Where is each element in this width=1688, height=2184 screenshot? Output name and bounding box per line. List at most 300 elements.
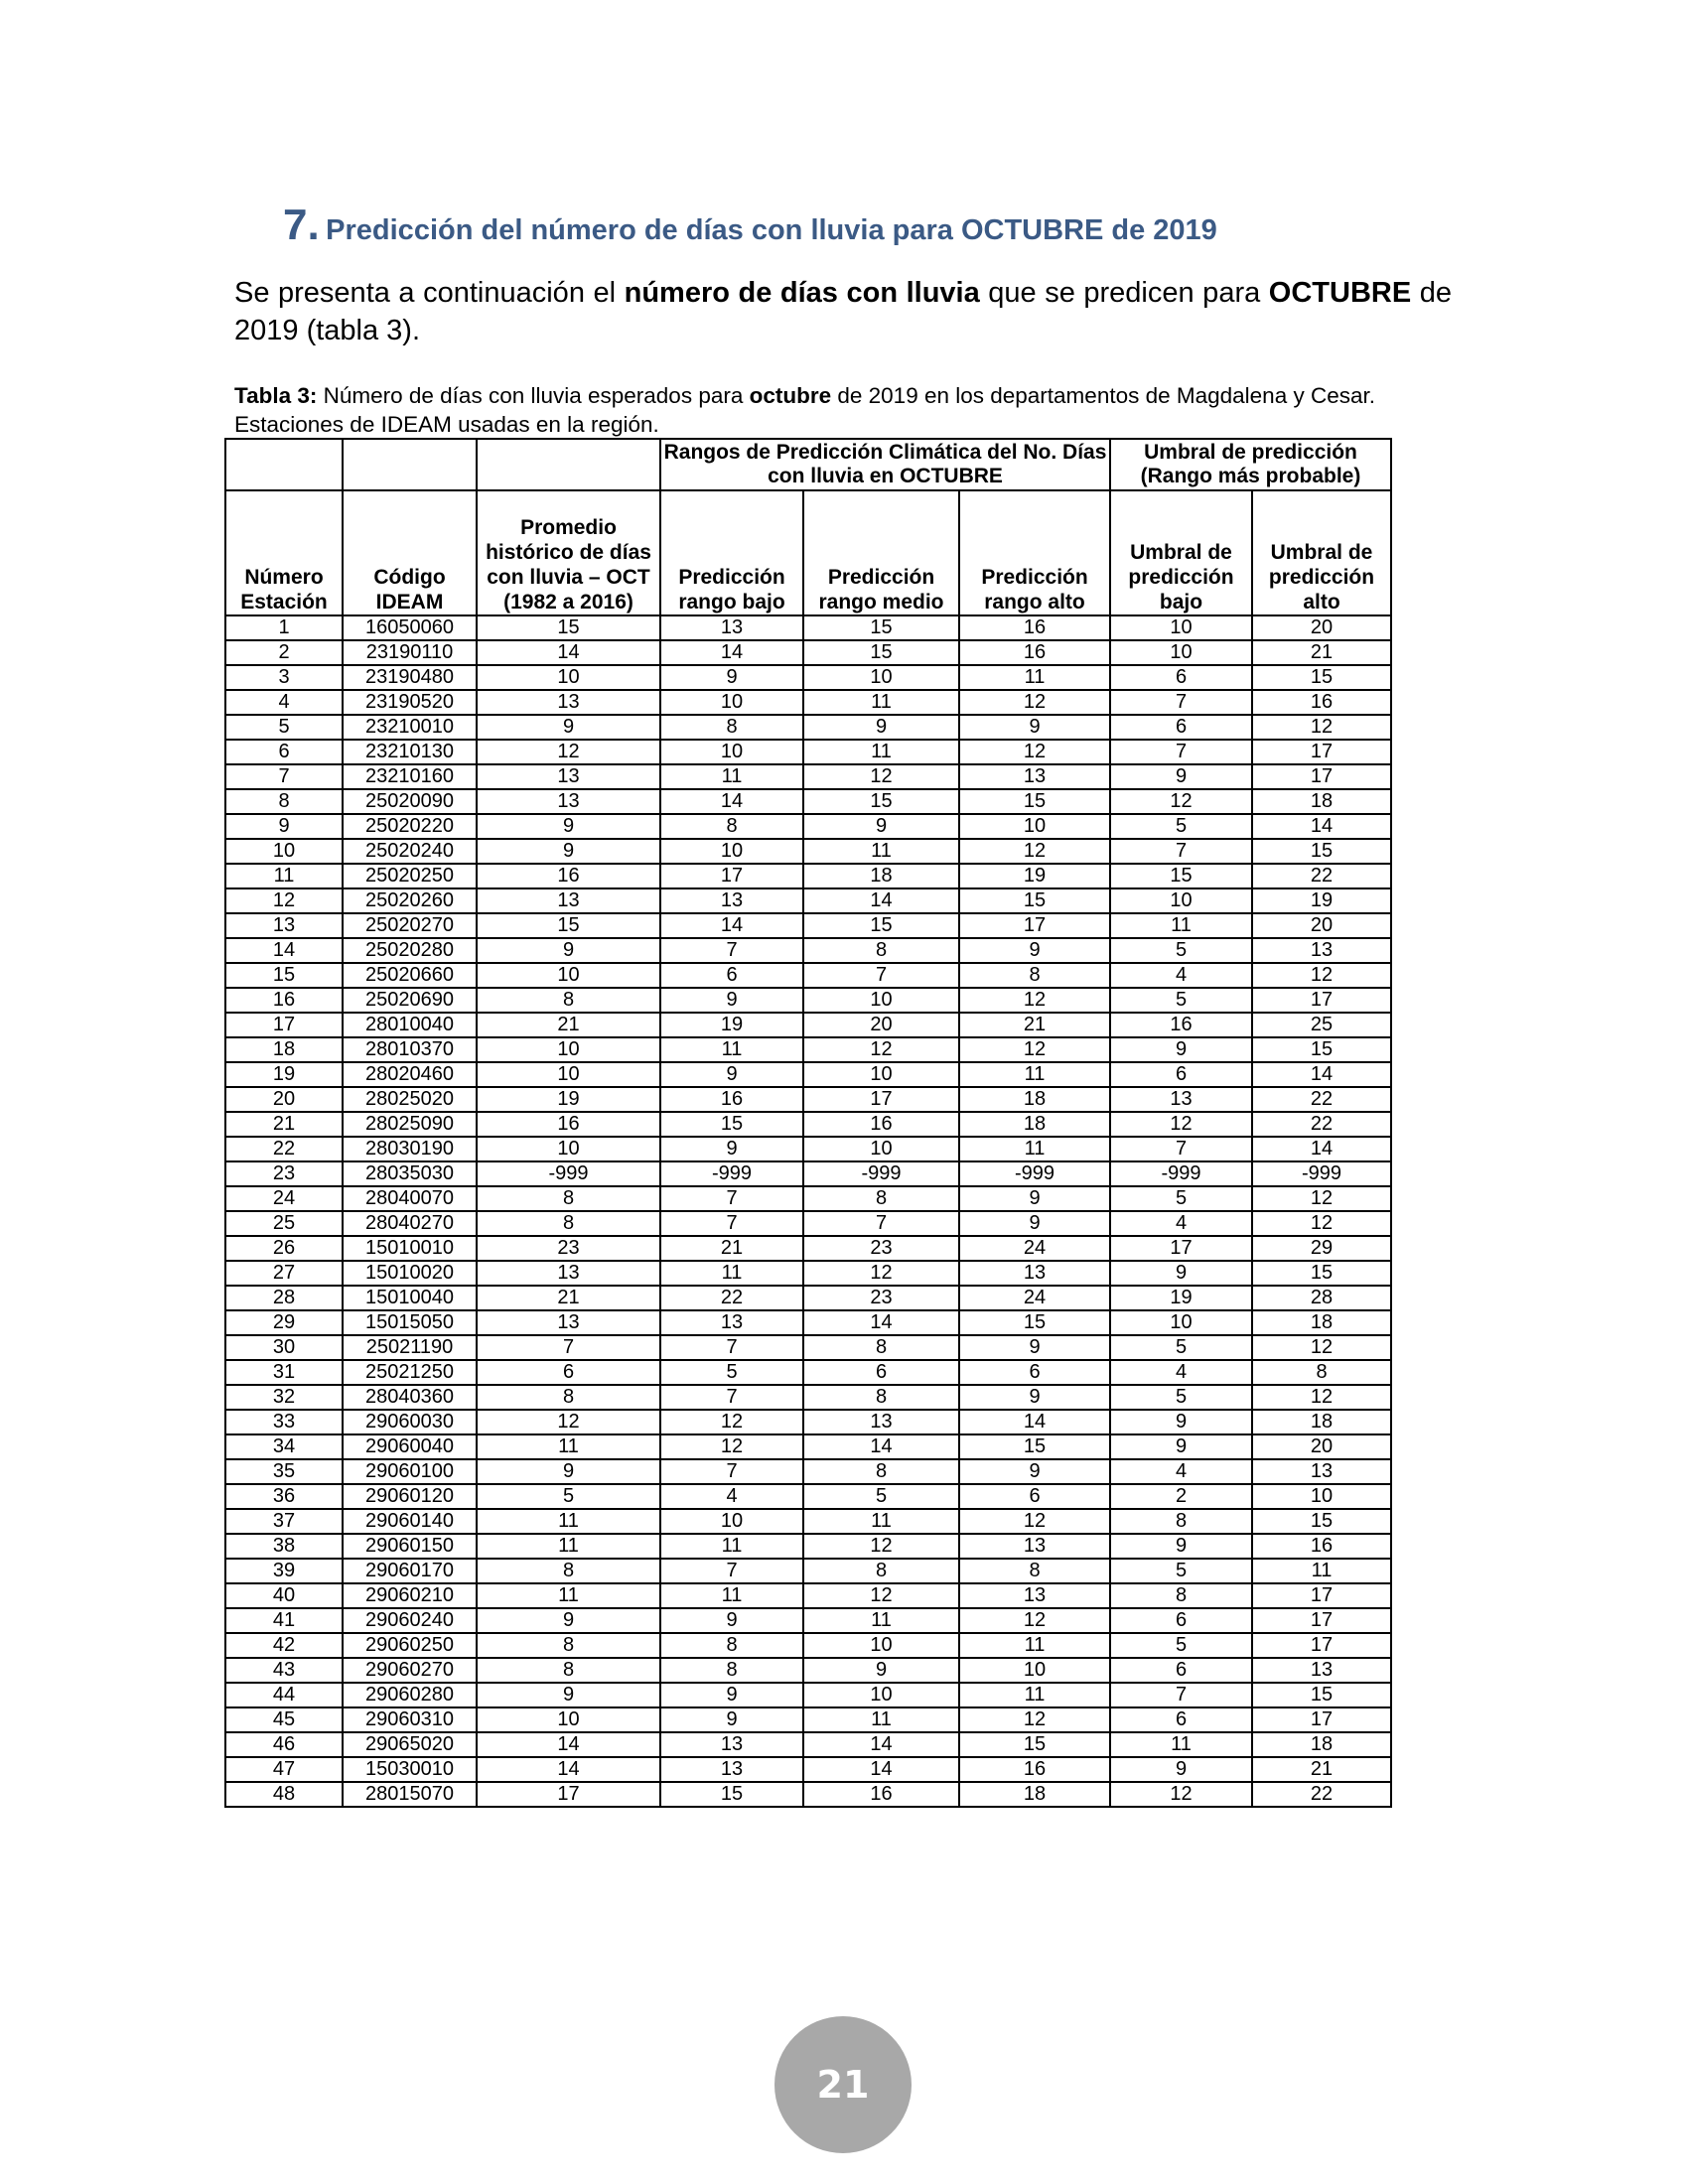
table-row [225, 963, 1391, 988]
table-cell: 14 [1252, 1062, 1391, 1087]
table-cell: 9 [660, 1707, 803, 1732]
table-cell: 11 [225, 864, 343, 888]
table-cell: 25020660 [343, 963, 477, 988]
table-cell: 7 [660, 1459, 803, 1484]
table-cell: 9 [477, 839, 660, 864]
col-header-umbral-alto: Umbral de predicción alto [1252, 490, 1391, 615]
table-cell: 28040070 [343, 1186, 477, 1211]
table-cell: 8 [477, 988, 660, 1013]
table-cell: 15 [1252, 665, 1391, 690]
table-cell: 6 [959, 1484, 1110, 1509]
caption-text: de 2019 en los departamentos de Magdalena y Cesar. Estaciones de IDEAM usadas en la región. [234, 383, 1375, 437]
col-header-codigo: Código IDEAM [343, 490, 477, 615]
table-cell: 38 [225, 1534, 343, 1559]
table-cell: 6 [477, 1360, 660, 1385]
table-cell: 7 [1110, 740, 1252, 764]
col-header-rango-bajo: Predicción rango bajo [660, 490, 803, 615]
table-cell: 10 [660, 740, 803, 764]
table-cell: 29060170 [343, 1559, 477, 1583]
table-cell: 10 [477, 963, 660, 988]
table-cell: 9 [1110, 1261, 1252, 1286]
table-cell: 16 [1110, 1013, 1252, 1037]
table-cell: 14 [803, 1434, 959, 1459]
table-cell: 10 [477, 1137, 660, 1161]
table-cell: 25020270 [343, 913, 477, 938]
col-header-umbral-bajo: Umbral de predicción bajo [1110, 490, 1252, 615]
table-cell: 29060240 [343, 1608, 477, 1633]
table-cell: 23 [477, 1236, 660, 1261]
table-row [225, 715, 1391, 740]
table-row [225, 1236, 1391, 1261]
table-row [225, 1211, 1391, 1236]
table-row [225, 839, 1391, 864]
table-cell: 6 [803, 1360, 959, 1385]
table-cell: 10 [477, 665, 660, 690]
table-cell: 14 [660, 640, 803, 665]
table-cell: 22 [1252, 1112, 1391, 1137]
table-cell: 7 [803, 1211, 959, 1236]
table-cell: 13 [477, 764, 660, 789]
col-header-promedio: Promedio histórico de días con lluvia – OCT (1982 a 2016) [477, 490, 660, 615]
intro-text: que se predicen para [979, 277, 1269, 309]
table-cell: 18 [959, 1782, 1110, 1807]
table-cell: 8 [225, 789, 343, 814]
table-cell: 29 [225, 1310, 343, 1335]
table-cell: 14 [477, 1732, 660, 1757]
table-cell: 44 [225, 1683, 343, 1707]
table-cell: 19 [959, 864, 1110, 888]
table-row [225, 1782, 1391, 1807]
table-row [225, 1434, 1391, 1459]
table-cell: 8 [803, 1186, 959, 1211]
table-cell: 8 [660, 715, 803, 740]
table-cell: 12 [803, 1534, 959, 1559]
table-cell: 10 [1110, 888, 1252, 913]
table-row [225, 1137, 1391, 1161]
table-row [225, 1509, 1391, 1534]
table-cell: 9 [1110, 1037, 1252, 1062]
table-cell: 7 [660, 938, 803, 963]
table-cell: 13 [477, 690, 660, 715]
intro-bold: número de días con lluvia [624, 277, 980, 309]
table-cell: 13 [477, 1310, 660, 1335]
table-cell: 11 [477, 1583, 660, 1608]
table-cell: 11 [660, 1037, 803, 1062]
table-cell: 14 [660, 913, 803, 938]
table-cell: 13 [660, 1732, 803, 1757]
col-header-numero: Número Estación [225, 490, 343, 615]
table-cell: 17 [477, 1782, 660, 1807]
table-cell: 9 [660, 988, 803, 1013]
table-cell: 17 [1252, 1707, 1391, 1732]
table-cell: 13 [803, 1410, 959, 1434]
table-row [225, 988, 1391, 1013]
table-cell: 5 [1110, 1633, 1252, 1658]
table-cell: 15010040 [343, 1286, 477, 1310]
table-cell: 10 [477, 1707, 660, 1732]
table-cell: 6 [1110, 1658, 1252, 1683]
rain-days-table [224, 438, 1392, 1808]
table-cell: 7 [660, 1559, 803, 1583]
table-cell: 3 [225, 665, 343, 690]
table-cell: 29060280 [343, 1683, 477, 1707]
empty-header-cell [477, 439, 660, 490]
table-cell: 39 [225, 1559, 343, 1583]
table-cell: 13 [477, 888, 660, 913]
table-cell: 5 [477, 1484, 660, 1509]
table-cell: 9 [660, 1062, 803, 1087]
table-cell: 15 [1110, 864, 1252, 888]
table-cell: 15 [1252, 1509, 1391, 1534]
table-cell: 8 [803, 1385, 959, 1410]
table-cell: 11 [1110, 913, 1252, 938]
table-cell: 5 [1110, 1335, 1252, 1360]
table-cell: 13 [477, 1261, 660, 1286]
table-cell: 12 [1252, 1186, 1391, 1211]
table-cell: 10 [803, 1062, 959, 1087]
table-cell: 10 [1110, 615, 1252, 640]
table-cell: 25 [1252, 1013, 1391, 1037]
table-cell: 8 [477, 1385, 660, 1410]
table-cell: 15 [803, 640, 959, 665]
table-cell: 8 [660, 814, 803, 839]
table-cell: 6 [225, 740, 343, 764]
table-row [225, 1112, 1391, 1137]
table-cell: 9 [477, 938, 660, 963]
table-cell: 21 [477, 1013, 660, 1037]
table-cell: 13 [959, 1583, 1110, 1608]
table-row [225, 1360, 1391, 1385]
table-cell: 5 [1110, 938, 1252, 963]
table-cell: 14 [959, 1410, 1110, 1434]
table-cell: 6 [660, 963, 803, 988]
table-cell: 18 [1252, 1310, 1391, 1335]
table-cell: 8 [660, 1658, 803, 1683]
table-cell: 18 [1252, 1732, 1391, 1757]
table-cell: 25020280 [343, 938, 477, 963]
table-cell: 8 [1110, 1583, 1252, 1608]
table-cell: 11 [959, 1062, 1110, 1087]
table-cell: 11 [959, 1137, 1110, 1161]
table-cell: 15010010 [343, 1236, 477, 1261]
table-cell: 4 [1110, 1459, 1252, 1484]
table-row [225, 665, 1391, 690]
table-cell: 11 [660, 764, 803, 789]
table-row [225, 1286, 1391, 1310]
table-cell: 21 [1252, 1757, 1391, 1782]
table-cell: 24 [959, 1286, 1110, 1310]
table-row [225, 764, 1391, 789]
table-cell: 11 [803, 740, 959, 764]
table-cell: 12 [803, 1037, 959, 1062]
table-cell: 29065020 [343, 1732, 477, 1757]
table-cell: 25020090 [343, 789, 477, 814]
table-cell: 29060150 [343, 1534, 477, 1559]
table-cell: 14 [1252, 1137, 1391, 1161]
table-cell: 29060270 [343, 1658, 477, 1683]
table-cell: 8 [477, 1559, 660, 1583]
table-cell: 11 [477, 1509, 660, 1534]
table-cell: 13 [225, 913, 343, 938]
table-cell: 12 [959, 988, 1110, 1013]
table-cell: 7 [1110, 690, 1252, 715]
table-cell: 14 [803, 1757, 959, 1782]
table-row [225, 864, 1391, 888]
table-cell: 35 [225, 1459, 343, 1484]
table-cell: 22 [225, 1137, 343, 1161]
table-cell: 16 [959, 640, 1110, 665]
table-cell: 12 [959, 1707, 1110, 1732]
table-cell: 10 [477, 1062, 660, 1087]
table-cell: 14 [1252, 814, 1391, 839]
table-cell: 12 [959, 1608, 1110, 1633]
table-cell: 29060030 [343, 1410, 477, 1434]
table-cell: 33 [225, 1410, 343, 1434]
table-cell: 29060310 [343, 1707, 477, 1732]
table-cell: 11 [1252, 1559, 1391, 1583]
table-cell: 24 [959, 1236, 1110, 1261]
table-cell: 12 [477, 1410, 660, 1434]
table-cell: 11 [959, 1633, 1110, 1658]
table-cell: 5 [803, 1484, 959, 1509]
table-cell: 9 [803, 814, 959, 839]
table-cell: 41 [225, 1608, 343, 1633]
table-cell: 12 [959, 839, 1110, 864]
table-cell: 12 [1110, 1782, 1252, 1807]
table-cell: 23210010 [343, 715, 477, 740]
table-cell: 19 [660, 1013, 803, 1037]
table-cell: 22 [1252, 1782, 1391, 1807]
table-cell: 16 [660, 1087, 803, 1112]
table-cell: 29060250 [343, 1633, 477, 1658]
table-cell: 8 [1110, 1509, 1252, 1534]
intro-text: Se presenta a continuación el [234, 277, 625, 309]
table-cell: 28 [225, 1286, 343, 1310]
table-cell: 10 [803, 1683, 959, 1707]
table-cell: 43 [225, 1658, 343, 1683]
table-cell: 29060100 [343, 1459, 477, 1484]
table-cell: 15 [1252, 839, 1391, 864]
table-row [225, 615, 1391, 640]
table-cell: 15 [803, 615, 959, 640]
table-row [225, 1608, 1391, 1633]
table-cell: 9 [1110, 1534, 1252, 1559]
table-row [225, 938, 1391, 963]
table-cell: 28035030 [343, 1161, 477, 1186]
table-cell: 13 [1252, 1658, 1391, 1683]
table-cell: 11 [477, 1434, 660, 1459]
table-cell: 25020240 [343, 839, 477, 864]
table-row [225, 1037, 1391, 1062]
table-cell: 15 [1252, 1261, 1391, 1286]
table-row [225, 1161, 1391, 1186]
table-cell: 10 [477, 1037, 660, 1062]
group-header-umbral: Umbral de predicción (Rango más probable) [1110, 439, 1391, 490]
table-cell: 13 [959, 1261, 1110, 1286]
table-row [225, 640, 1391, 665]
table-row [225, 1013, 1391, 1037]
table-cell: 11 [803, 1509, 959, 1534]
table-cell: 28010040 [343, 1013, 477, 1037]
intro-paragraph [234, 274, 1452, 349]
table-cell: 13 [660, 1757, 803, 1782]
table-cell: 8 [803, 1459, 959, 1484]
table-cell: 7 [477, 1335, 660, 1360]
table-cell: 17 [1252, 764, 1391, 789]
table-cell: 28040360 [343, 1385, 477, 1410]
table-cell: 23 [803, 1236, 959, 1261]
table-cell: 15 [959, 789, 1110, 814]
table-cell: 16 [477, 864, 660, 888]
table-cell: 18 [803, 864, 959, 888]
table-cell: 4 [1110, 963, 1252, 988]
table-cell: 12 [1252, 715, 1391, 740]
table-caption [234, 381, 1456, 439]
section-title: Predicción del número de días con lluvia para OCTUBRE de 2019 [326, 214, 1217, 246]
table-cell: 7 [1110, 1137, 1252, 1161]
table-cell: 9 [959, 1459, 1110, 1484]
table-cell: 10 [660, 839, 803, 864]
group-header-rangos: Rangos de Predicción Climática del No. Días con lluvia en OCTUBRE [660, 439, 1110, 490]
table-cell: 18 [1252, 1410, 1391, 1434]
table-cell: 4 [660, 1484, 803, 1509]
table-cell: 46 [225, 1732, 343, 1757]
table-row [225, 1261, 1391, 1286]
table-cell: 25020250 [343, 864, 477, 888]
table-cell: 28015070 [343, 1782, 477, 1807]
table-cell: 21 [660, 1236, 803, 1261]
table-cell: 24 [225, 1186, 343, 1211]
table-cell: 16050060 [343, 615, 477, 640]
table-cell: 25020260 [343, 888, 477, 913]
table-cell: 15030010 [343, 1757, 477, 1782]
table-cell: 25020690 [343, 988, 477, 1013]
table-cell: 9 [959, 1335, 1110, 1360]
table-cell: 22 [1252, 1087, 1391, 1112]
table-cell: 28 [1252, 1286, 1391, 1310]
table-cell: 9 [660, 1608, 803, 1633]
table-cell: 28020460 [343, 1062, 477, 1087]
table-cell: 12 [803, 764, 959, 789]
table-cell: 8 [1252, 1360, 1391, 1385]
table-cell: 11 [959, 665, 1110, 690]
table-cell: 7 [1110, 839, 1252, 864]
intro-bold: OCTUBRE [1268, 277, 1412, 309]
table-cell: 17 [1252, 988, 1391, 1013]
intro-text: de 2019 (tabla 3). [234, 277, 1452, 346]
table-cell: 10 [1110, 1310, 1252, 1335]
table-cell: 17 [1110, 1236, 1252, 1261]
table-cell: 9 [1110, 764, 1252, 789]
table-cell: 34 [225, 1434, 343, 1459]
table-cell: 20 [1252, 913, 1391, 938]
table-row [225, 913, 1391, 938]
col-header-rango-alto: Predicción rango alto [959, 490, 1110, 615]
table-cell: 1 [225, 615, 343, 640]
table-cell: 8 [477, 1658, 660, 1683]
table-cell: 19 [1110, 1286, 1252, 1310]
empty-header-cell [343, 439, 477, 490]
table-cell: 12 [1252, 963, 1391, 988]
table-cell: 17 [1252, 1583, 1391, 1608]
table-cell: 19 [477, 1087, 660, 1112]
table-cell: 21 [477, 1286, 660, 1310]
section-number: 7. [283, 201, 320, 249]
table-cell: 5 [1110, 988, 1252, 1013]
table-cell: 17 [1252, 1608, 1391, 1633]
table-cell: 17 [660, 864, 803, 888]
table-cell: 9 [803, 1658, 959, 1683]
table-cell: 9 [477, 814, 660, 839]
table-cell: 4 [225, 690, 343, 715]
table-cell: 11 [477, 1534, 660, 1559]
table-cell: 4 [1110, 1211, 1252, 1236]
table-cell: 12 [660, 1434, 803, 1459]
table-cell: 11 [803, 690, 959, 715]
table-cell: 11 [660, 1534, 803, 1559]
table-cell: 13 [1252, 938, 1391, 963]
table-row [225, 1658, 1391, 1683]
table-cell: 18 [1252, 789, 1391, 814]
table-cell: 29060040 [343, 1434, 477, 1459]
table-cell: 11 [660, 1261, 803, 1286]
table-cell: 10 [959, 1658, 1110, 1683]
table-cell: 47 [225, 1757, 343, 1782]
table-cell: 8 [803, 938, 959, 963]
table-row [225, 1757, 1391, 1782]
table-cell: 12 [1252, 1211, 1391, 1236]
table-cell: 15 [1252, 1037, 1391, 1062]
table-cell: -999 [477, 1161, 660, 1186]
table-cell: 9 [959, 1211, 1110, 1236]
table-cell: 42 [225, 1633, 343, 1658]
table-cell: 9 [477, 715, 660, 740]
table-cell: 6 [959, 1360, 1110, 1385]
table-cell: 16 [959, 1757, 1110, 1782]
table-cell: 18 [959, 1112, 1110, 1137]
table-cell: 12 [959, 690, 1110, 715]
table-cell: 10 [803, 1633, 959, 1658]
table-cell: 7 [225, 764, 343, 789]
table-cell: 12 [1110, 789, 1252, 814]
table-cell: 27 [225, 1261, 343, 1286]
table-cell: 7 [1110, 1683, 1252, 1707]
table-cell: 28025020 [343, 1087, 477, 1112]
table-cell: 12 [803, 1261, 959, 1286]
table-row [225, 1087, 1391, 1112]
table-cell: 23 [225, 1161, 343, 1186]
table-cell: 9 [477, 1683, 660, 1707]
table-row [225, 1534, 1391, 1559]
table-cell: 5 [660, 1360, 803, 1385]
table-cell: 32 [225, 1385, 343, 1410]
table-cell: 29060120 [343, 1484, 477, 1509]
table-cell: 9 [803, 715, 959, 740]
table-row [225, 1683, 1391, 1707]
table-row [225, 1484, 1391, 1509]
table-cell: 20 [1252, 615, 1391, 640]
table-cell: -999 [1252, 1161, 1391, 1186]
table-cell: 10 [1110, 640, 1252, 665]
section-heading [283, 201, 1217, 250]
table-row [225, 814, 1391, 839]
table-cell: 2 [225, 640, 343, 665]
table-cell: 29 [1252, 1236, 1391, 1261]
table-cell: 12 [660, 1410, 803, 1434]
table-row [225, 1707, 1391, 1732]
table-cell: 9 [959, 938, 1110, 963]
table-cell: 18 [959, 1087, 1110, 1112]
